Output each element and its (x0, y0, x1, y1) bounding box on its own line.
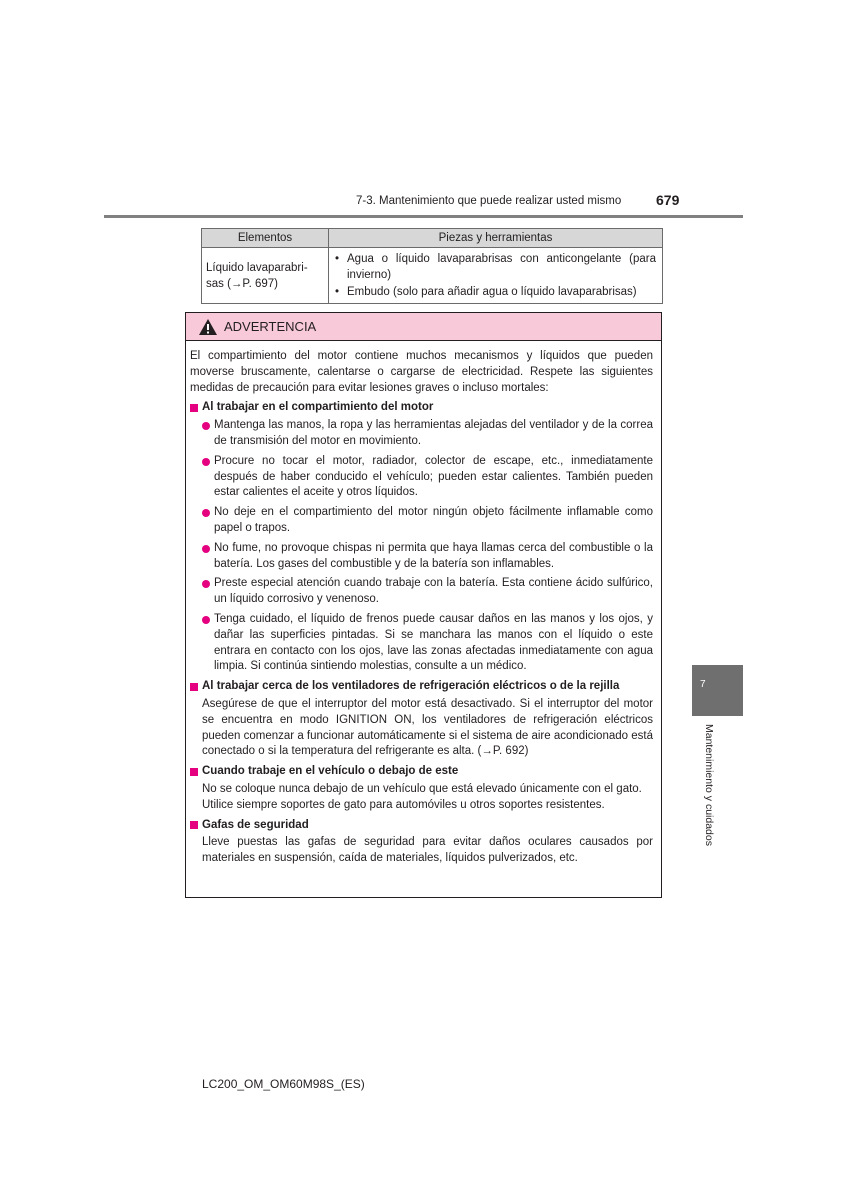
section-text: No se coloque nunca debajo de un vehículo que está elevado únicamente con el gato. (202, 782, 642, 795)
circle-bullet-icon (202, 458, 210, 466)
header-section-title: 7-3. Mantenimiento que puede realizar usted mismo (356, 195, 622, 207)
circle-bullet-icon (202, 509, 210, 517)
list-item (333, 284, 656, 300)
section-text: Utilice siempre soportes de gato para automóviles u otros soportes resistentes. (202, 798, 605, 811)
section-heading-text: Cuando trabaje en el vehículo o debajo de este (202, 765, 459, 778)
table-header-tools: Piezas y herramientas (329, 229, 663, 248)
list-item (190, 454, 653, 501)
chapter-label: Mantenimiento y cuidados (703, 724, 715, 846)
circle-bullet-icon (202, 580, 210, 588)
warning-triangle-icon (198, 318, 218, 336)
warning-header (186, 313, 661, 341)
square-bullet-icon (190, 683, 198, 691)
chapter-tab (692, 665, 743, 716)
section-heading (190, 764, 653, 780)
circle-bullet-icon (202, 422, 210, 430)
list-item (190, 505, 653, 537)
list-item (190, 576, 653, 608)
table-header-row (202, 229, 663, 248)
bullet-text: Preste especial atención cuando trabaje con la batería. Esta contiene ácido sulfúrico, un líquido corrosivo y venenoso. (214, 577, 653, 606)
table-header-elements: Elementos (202, 229, 329, 248)
chapter-number: 7 (700, 679, 706, 690)
bullet-text: Tenga cuidado, el líquido de frenos puede causar daños en las manos y los ojos, y dañar las superficies pintadas. Si se manchara las manos con el líquido o este entrara en contacto con los ojos, lave las zonas afectadas inmediatamente con agua limpia. Si continúa sintiendo molestias, consulte a un médico. (214, 612, 653, 673)
bullet-dot-icon: • (335, 286, 340, 298)
element-line-2: sas (→P. 697) (206, 277, 279, 290)
bullet-dot-icon: • (335, 253, 340, 265)
square-bullet-icon (190, 404, 198, 412)
tool-text: Agua o líquido lavaparabrisas con anticongelante (para invierno) (347, 253, 656, 281)
parts-table (201, 228, 663, 304)
section-heading-text: Al trabajar en el compartimiento del motor (202, 401, 434, 414)
section-heading (190, 679, 653, 695)
section-heading (190, 818, 653, 834)
section-heading (190, 400, 653, 416)
list-item (190, 541, 653, 573)
list-item (190, 612, 653, 675)
section-heading-text: Al trabajar cerca de los ventiladores de refrigeración eléctricos o de la rejilla (202, 680, 620, 693)
section-text: Asegúrese de que el interruptor del motor está desactivado. Si el interruptor del motor se encuentra en modo IGNITION ON, los ventiladores de refrigeración eléctricos pueden comenzar a funcionar automáticamente si el sistema de aire acondicionado está conectado o si la temperatura del refrigerante es alta. (→P. 692) (202, 697, 653, 758)
square-bullet-icon (190, 768, 198, 776)
element-line-1: Líquido lavaparabri- (206, 261, 308, 274)
list-item (333, 251, 656, 283)
tool-text: Embudo (solo para añadir agua o líquido lavaparabrisas) (347, 286, 637, 298)
bullet-text: Procure no tocar el motor, radiador, colector de escape, etc., inmediatamente después de haber conducido el vehículo; pueden estar calientes. También pueden estar calientes el aceite y otros líquidos. (214, 454, 653, 499)
warning-box (185, 312, 662, 898)
square-bullet-icon (190, 821, 198, 829)
table-cell-tools (329, 248, 663, 304)
section-heading-text: Gafas de seguridad (202, 818, 309, 831)
table-cell-element (202, 248, 329, 304)
table-row (202, 248, 663, 304)
section-text: Lleve puestas las gafas de seguridad para evitar daños oculares causados por materiales en suspensión, caída de materiales, líquidos pulverizados, etc. (202, 836, 653, 865)
circle-bullet-icon (202, 616, 210, 624)
circle-bullet-icon (202, 545, 210, 553)
warning-intro: El compartimiento del motor contiene muchos mecanismos y líquidos que pueden moverse bruscamente, calentarse o cargarse de electricidad. Respete las siguientes medidas de precaución para evitar lesiones graves o incluso mortales: (190, 350, 653, 394)
bullet-text: Mantenga las manos, la ropa y las herramientas alejadas del ventilador y de la correa de transmisión del motor en movimiento. (214, 419, 653, 447)
warning-body (186, 341, 661, 867)
warning-title: ADVERTENCIA (224, 319, 317, 334)
bullet-text: No fume, no provoque chispas ni permita que haya llamas cerca del combustible o la batería. Los gases del combustible y de la batería son inflamables. (214, 541, 653, 570)
page-number: 679 (656, 192, 680, 208)
list-item (190, 418, 653, 450)
bullet-text: No deje en el compartimiento del motor ningún objeto fácilmente inflamable como papel o trapos. (214, 506, 653, 534)
footer-code: LC200_OM_OM60M98S_(ES) (202, 1077, 365, 1091)
header-rule (104, 215, 743, 218)
